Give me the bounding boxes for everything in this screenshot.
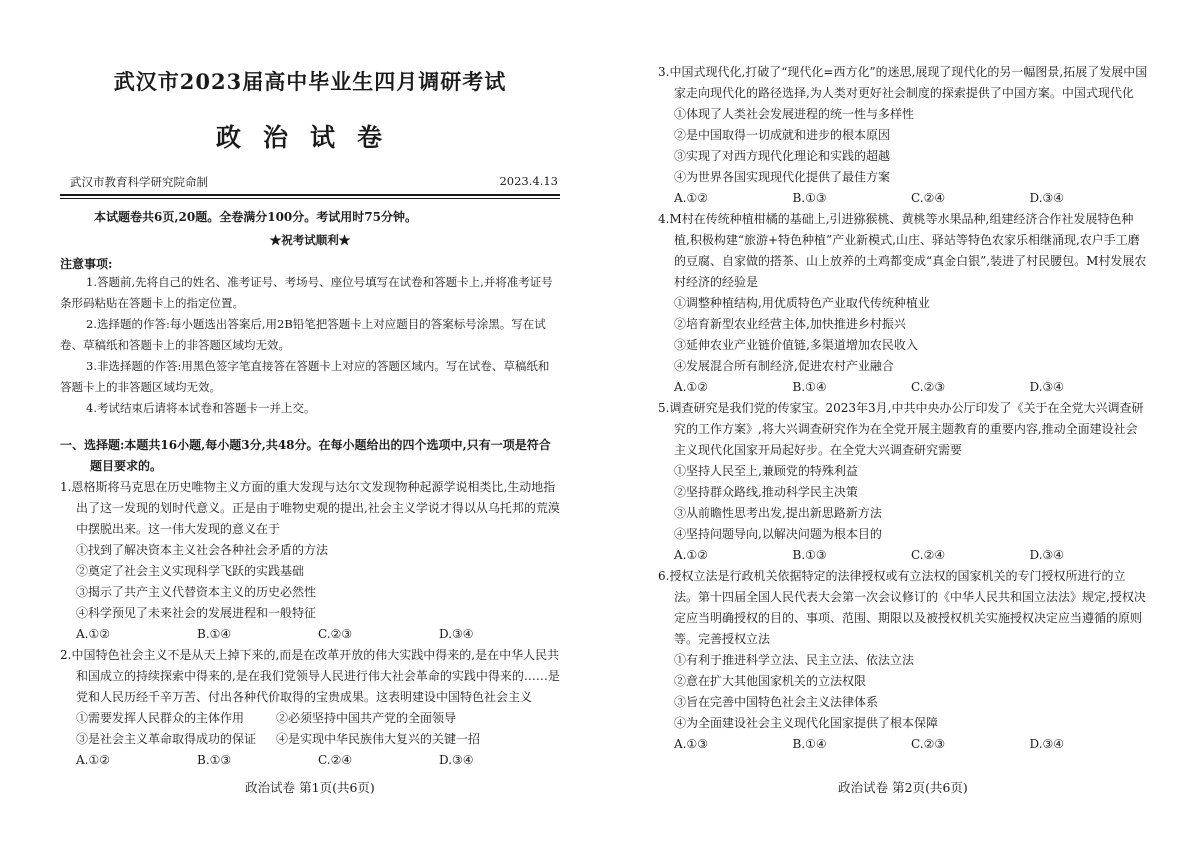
answer-choices [658,545,1148,566]
answer-choice: C.②③ [911,380,946,394]
answer-choice: B.①④ [197,627,232,641]
option: ①需要发挥人民群众的主体作用 [76,711,245,725]
answer-choice: D.③④ [439,753,474,767]
option: ①坚持人民至上,兼顾党的特殊利益 [674,464,858,478]
option: ②奠定了社会主义实现科学飞跃的实践基础 [76,564,305,578]
page-1 [60,0,560,860]
question-stem: 1.恩格斯将马克思在历史唯物主义方面的重大发现与达尔文发现物种起源学说相类比,生动地指出了这一发现的划时代意义。正是由于唯物史观的提出,社会主义学说才得以从乌托邦的荒漠中摆脱出来。这一伟大发现的意义在于 [60,480,560,536]
question-4 [658,209,1148,398]
answer-choice: C.②③ [318,627,353,641]
option: ②坚持群众路线,推动科学民主决策 [674,485,858,499]
answer-choice: C.②③ [911,737,946,751]
answer-choice: D.③④ [1029,191,1065,205]
option: ④科学预见了未来社会的发展进程和一般特征 [76,606,317,620]
option: ④为世界各国实现现代化提供了最佳方案 [674,170,891,184]
divider-thick [60,194,560,196]
option: ④坚持问题导向,以解决问题为根本目的 [674,527,882,541]
option: ③旨在完善中国特色社会主义法律体系 [674,695,879,709]
option: ①体现了人类社会发展进程的统一性与多样性 [674,107,915,121]
notice-item: 2.选择题的作答:每小题选出答案后,用2B铅笔把答题卡上对应题目的答案标号涂黑。写在试卷、草稿纸和答题卡上的非答题区域均无效。 [60,317,546,352]
answer-choice: A.①② [674,191,708,205]
answer-choices [60,750,560,771]
question-stem: 3.中国式现代化,打破了“现代化=西方化”的迷思,展现了现代化的另一幅图景,拓展了发展中国家走向现代化的路径选择,为人类对更好社会制度的探索提供了中国方案。中国式现代化 [658,65,1148,100]
exam-intro: 本试题卷共6页,20题。全卷满分100分。考试用时75分钟。 [94,210,417,224]
option-row [60,708,560,729]
notice-title: 注意事项: [60,257,113,271]
answer-choice: A.①② [674,548,708,562]
question-6 [658,566,1148,755]
answer-choice: D.③④ [439,627,474,641]
question-stem: 4.M村在传统种植柑橘的基础上,引进猕猴桃、黄桃等水果品种,组建经济合作社发展特色种植,积极构建“旅游+特色种植”产业新模式,山庄、驿站等特色农家乐相继涌现,农户手工磨的豆腐、自家做的搭茶、山上放养的土鸡都变成“真金白银”,装进了村民腰包。M村发展农村经济的经验是 [658,212,1147,289]
answer-choices [658,377,1148,398]
option: ④是实现中华民族伟大复兴的关键一招 [276,732,481,746]
answer-choices [658,734,1148,755]
answer-choice: B.①④ [792,380,827,394]
answer-choice: A.①② [76,753,110,767]
option-row [60,729,560,750]
answer-choice: C.②④ [911,191,946,205]
exam-title: 武汉市2023届高中毕业生四月调研考试 [113,69,507,94]
divider-thin [60,198,560,199]
option: ②意在扩大其他国家机关的立法权限 [674,674,867,688]
answer-choice: C.②④ [911,548,946,562]
option: ②必须坚持中国共产党的全面领导 [276,711,457,725]
answer-choices [60,624,560,645]
option: ②培育新型农业经营主体,加快推进乡村振兴 [674,317,906,331]
option: ④为全面建设社会主义现代化国家提供了根本保障 [674,716,939,730]
option: ②是中国取得一切成就和进步的根本原因 [674,128,891,142]
answer-choices [658,188,1148,209]
option: ①有利于推进科学立法、民主立法、依法立法 [674,653,915,667]
option: ③从前瞻性思考出发,提出新思路新方法 [674,506,882,520]
page-footer: 政治试卷 第2页(共6页) [838,780,968,795]
answer-choice: A.①③ [674,737,708,751]
question-stem: 6.授权立法是行政机关依据特定的法律授权或有立法权的国家机关的专门授权所进行的立法。第十四届全国人民代表大会第一次会议修订的《中华人民共和国立法法》规定,授权决定应当明确授权的目的、事项、范围、期限以及被授权机关实施授权决定应当遵循的原则等。完善授权立法 [658,569,1146,646]
question-stem: 5.调查研究是我们党的传家宝。2023年3月,中共中央办公厅印发了《关于在全党大兴调查研究的工作方案》,将大兴调查研究作为在全党开展主题教育的重要内容,推动全面建设社会主义现代化国家开局起好步。在全党大兴调查研究需要 [658,401,1144,457]
answer-choice: B.①③ [792,548,827,562]
option: ④发展混合所有制经济,促进农村产业融合 [674,359,894,373]
answer-choice: A.①② [674,380,708,394]
good-luck-banner: ★祝考试顺利★ [269,233,351,247]
page-2 [658,0,1148,860]
option: ③延伸农业产业链价值链,多渠道增加农民收入 [674,338,918,352]
question-1 [60,477,560,645]
answer-choice: B.①④ [792,737,827,751]
section-heading: 一、选择题:本题共16小题,每小题3分,共48分。在每小题给出的四个选项中,只有一项是符合题目要求的。 [60,438,551,473]
meta-line [60,174,560,192]
question-stem: 2.中国特色社会主义不是从天上掉下来的,而是在改革开放的伟大实践中得来的,是在中华人民共和国成立的持续探索中得来的,是在我们党领导人民进行伟大社会革命的实践中得来的……是党和人民历经千辛万苦、付出各种代价取得的宝贵成果。这表明建设中国特色社会主义 [60,648,560,704]
option: ③实现了对西方现代化理论和实践的超越 [674,149,891,163]
exam-date: 2023.4.13 [499,174,558,188]
option: ③揭示了共产主义代替资本主义的历史必然性 [76,585,317,599]
notice-item: 3.非选择题的作答:用黑色签字笔直接答在答题卡上对应的答题区域内。写在试卷、草稿纸和答题卡上的非答题区域均无效。 [60,359,550,394]
answer-choice: C.②④ [318,753,353,767]
notice-item: 4.考试结束后请将本试卷和答题卡一并上交。 [86,401,316,415]
answer-choice: D.③④ [1029,548,1065,562]
notice-item: 1.答题前,先将自己的姓名、准考证号、考场号、座位号填写在试卷和答题卡上,并将准考证号条形码粘贴在答题卡上的指定位置。 [60,275,553,310]
option: ①调整种植结构,用优质特色产业取代传统种植业 [674,296,930,310]
option: ③是社会主义革命取得成功的保证 [76,732,257,746]
answer-choice: B.①③ [197,753,232,767]
answer-choice: A.①② [76,627,110,641]
question-2 [60,645,560,771]
notice-list [60,272,560,419]
answer-choice: D.③④ [1029,380,1065,394]
organizer: 武汉市教育科学研究院命制 [70,175,208,189]
question-5 [658,398,1148,566]
question-3 [658,62,1148,209]
answer-choice: D.③④ [1029,737,1065,751]
page-footer: 政治试卷 第1页(共6页) [245,780,375,795]
option: ①找到了解决资本主义社会各种社会矛盾的方法 [76,543,329,557]
answer-choice: B.①③ [792,191,827,205]
subject-title: 政治试卷 [215,123,404,152]
